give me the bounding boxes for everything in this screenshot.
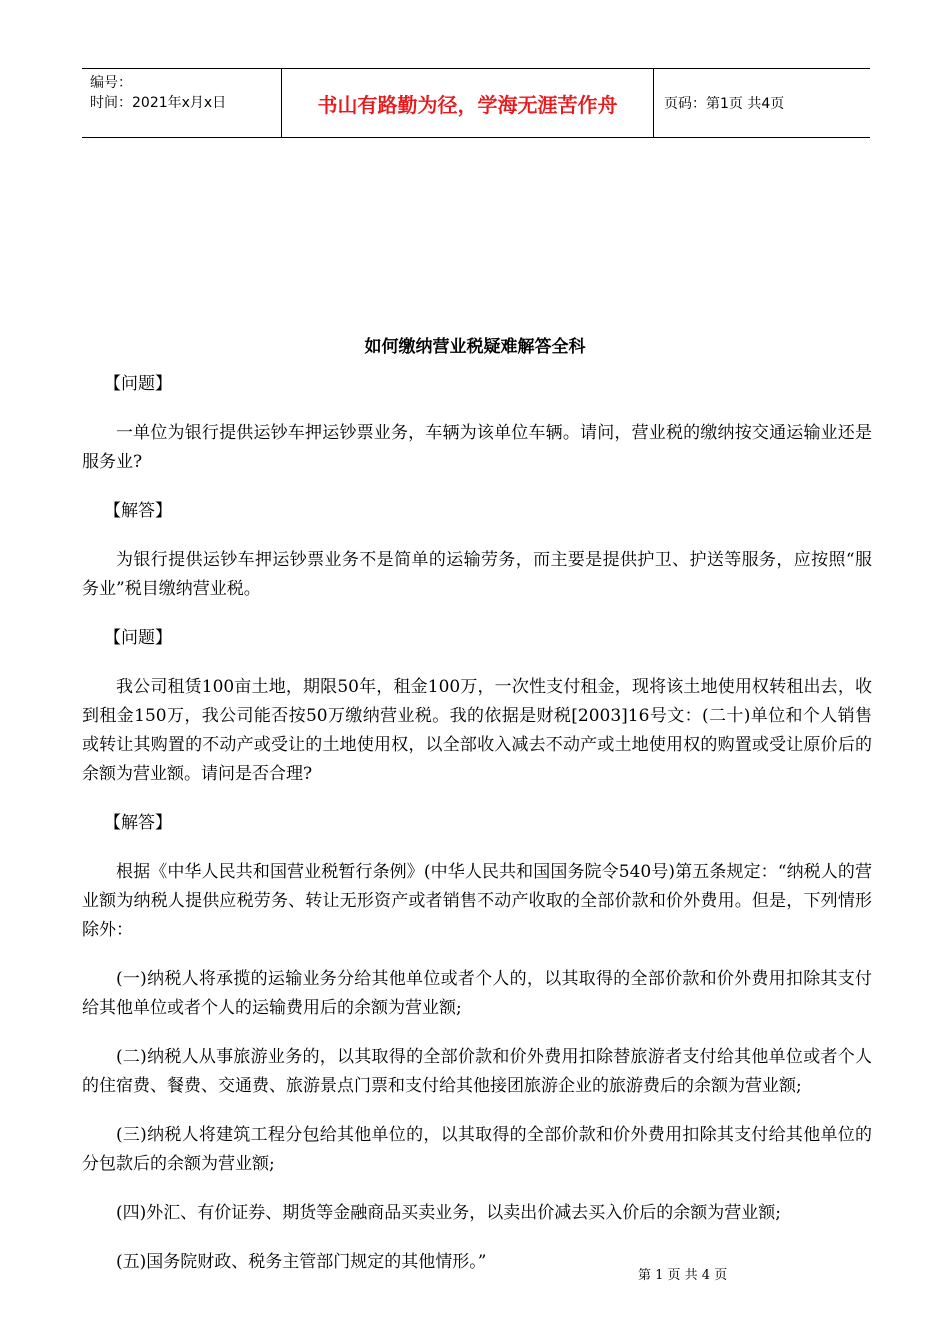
- question-heading: 【问题】: [104, 628, 172, 648]
- paragraph: 我公司租赁100亩土地，期限50年，租金100万，一次性支付租金，现将该土地使用权转租出去，收到租金150万，我公司能否按50万缴纳营业税。我的依据是财税[2003]16号文：(二十)单位和个人销售或转让其购置的不动产或受让的土地使用权，以全部收入减去不动产或土地使用权的购置或受让原价后的余额为营业额。请问是否合理?: [82, 677, 872, 784]
- paragraph: (四)外汇、有价证券、期货等金融商品买卖业务，以卖出价减去买入价后的余额为营业额;: [116, 1203, 781, 1223]
- paragraph: (五)国务院财政、税务主管部门规定的其他情形。”: [116, 1252, 487, 1272]
- paragraph: 根据《中华人民共和国营业税暂行条例》(中华人民共和国国务院令540号)第五条规定：“纳税人的营业额为纳税人提供应税劳务、转让无形资产或者销售不动产收取的全部价款和价外费用。但是，下列情形除外：: [82, 862, 872, 940]
- number-label: 编号：: [90, 75, 132, 91]
- paragraph: (一)纳税人将承揽的运输业务分给其他单位或者个人的，以其取得的全部价款和价外费用扣除其支付给其他单位或者个人的运输费用后的余额为营业额;: [82, 969, 872, 1018]
- paragraph: 一单位为银行提供运钞车押运钞票业务，车辆为该单位车辆。请问，营业税的缴纳按交通运输业还是服务业?: [82, 423, 872, 472]
- header-motto: 书山有路勤为径，学海无涯苦作舟: [282, 69, 654, 137]
- header-meta: [82, 69, 282, 137]
- paragraph: (三)纳税人将建筑工程分包给其他单位的，以其取得的全部价款和价外费用扣除其支付给其他单位的分包款后的余额为营业额;: [82, 1125, 872, 1174]
- time-label: 时间：2021年x月x日: [90, 95, 227, 111]
- document-title: 如何缴纳营业税疑难解答全科: [364, 337, 586, 357]
- header-table: [82, 68, 870, 138]
- document-body: [82, 370, 872, 1297]
- header-page-info: 页码：第1页 共4页: [664, 96, 785, 112]
- answer-heading: 【解答】: [104, 813, 172, 833]
- paragraph: 为银行提供运钞车押运钞票业务不是简单的运输劳务，而主要是提供护卫、护送等服务，应按照“服务业”税目缴纳营业税。: [82, 550, 872, 599]
- answer-heading: 【解答】: [104, 501, 172, 521]
- paragraph: (二)纳税人从事旅游业务的，以其取得的全部价款和价外费用扣除替旅游者支付给其他单位或者个人的住宿费、餐费、交通费、旅游景点门票和支付给其他接团旅游企业的旅游费后的余额为营业额;: [82, 1047, 872, 1096]
- page-footer: 第 1 页 共 4 页: [638, 1268, 728, 1283]
- question-heading: 【问题】: [104, 374, 172, 394]
